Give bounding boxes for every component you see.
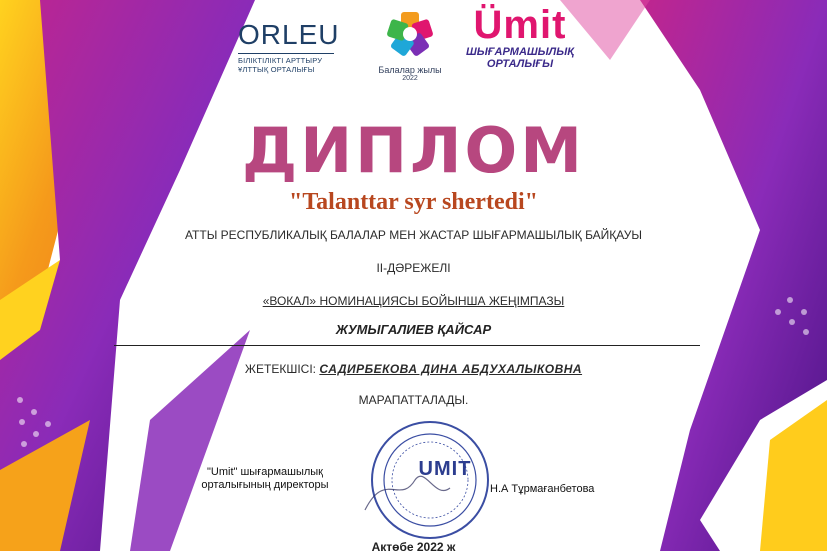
director-title [180, 466, 350, 492]
orleu-logo-name: ORLEU [238, 19, 340, 50]
winner-underline [114, 345, 700, 346]
year-logo-year: 2022 [402, 75, 418, 82]
degree-text: ІІ-ДӘРЕЖЕЛІ [376, 261, 451, 275]
stamp-word: UMIT [418, 458, 472, 480]
umit-logo-subtitle-2: ОРТАЛЫҒЫ [486, 58, 554, 70]
nomination-text: «ВОКАЛ» НОМИНАЦИЯСЫ БОЙЫНША ЖЕҢІМПАЗЫ [262, 294, 565, 308]
year-logo-text: Балалар жылы [378, 65, 442, 75]
supervisor-line [0, 362, 827, 376]
city-year: Актөбе 2022 ж [371, 540, 456, 554]
winner-name: ЖУМЫГАЛИЕВ ҚАЙСАР [335, 322, 492, 337]
awarded-text: МАРАПАТТАЛАДЫ. [358, 393, 469, 407]
director-title-line-1: "Umit" шығармашылық [207, 466, 323, 478]
flower-emblem-icon [382, 8, 438, 60]
contest-description: АТТЫ РЕСПУБЛИКАЛЫҚ БАЛАЛАР МЕН ЖАСТАР ШЫҒАРМАШЫЛЫҚ БАЙҚАУЫ [184, 228, 643, 242]
contest-name: "Talanttar syr shertedi" [289, 189, 538, 215]
director-title-line-2: орталығының директоры [201, 479, 329, 491]
orleu-logo [238, 20, 338, 74]
orleu-logo-rule [238, 53, 334, 54]
supervisor-name: САДИРБЕКОВА ДИНА АБДУХАЛЫКОВНА [319, 362, 583, 376]
umit-logo-subtitle-1: ШЫҒАРМАШЫЛЫҚ [466, 46, 574, 58]
orleu-logo-subtitle-2: ҰЛТТЫҚ ОРТАЛЫҒЫ [238, 65, 315, 74]
diploma-title: ДИПЛОМ [242, 114, 585, 187]
year-of-children-logo [378, 8, 442, 83]
nomination-line [0, 294, 827, 308]
supervisor-label: ЖЕТЕКШІСІ: [244, 362, 316, 376]
orleu-logo-subtitle-1: БІЛІКТІЛІКТІ АРТТЫРУ [238, 56, 323, 65]
director-name: Н.А Тұрмағанбетова [490, 483, 595, 495]
umit-logo [455, 4, 585, 70]
umit-logo-name: Ümit [473, 3, 567, 47]
